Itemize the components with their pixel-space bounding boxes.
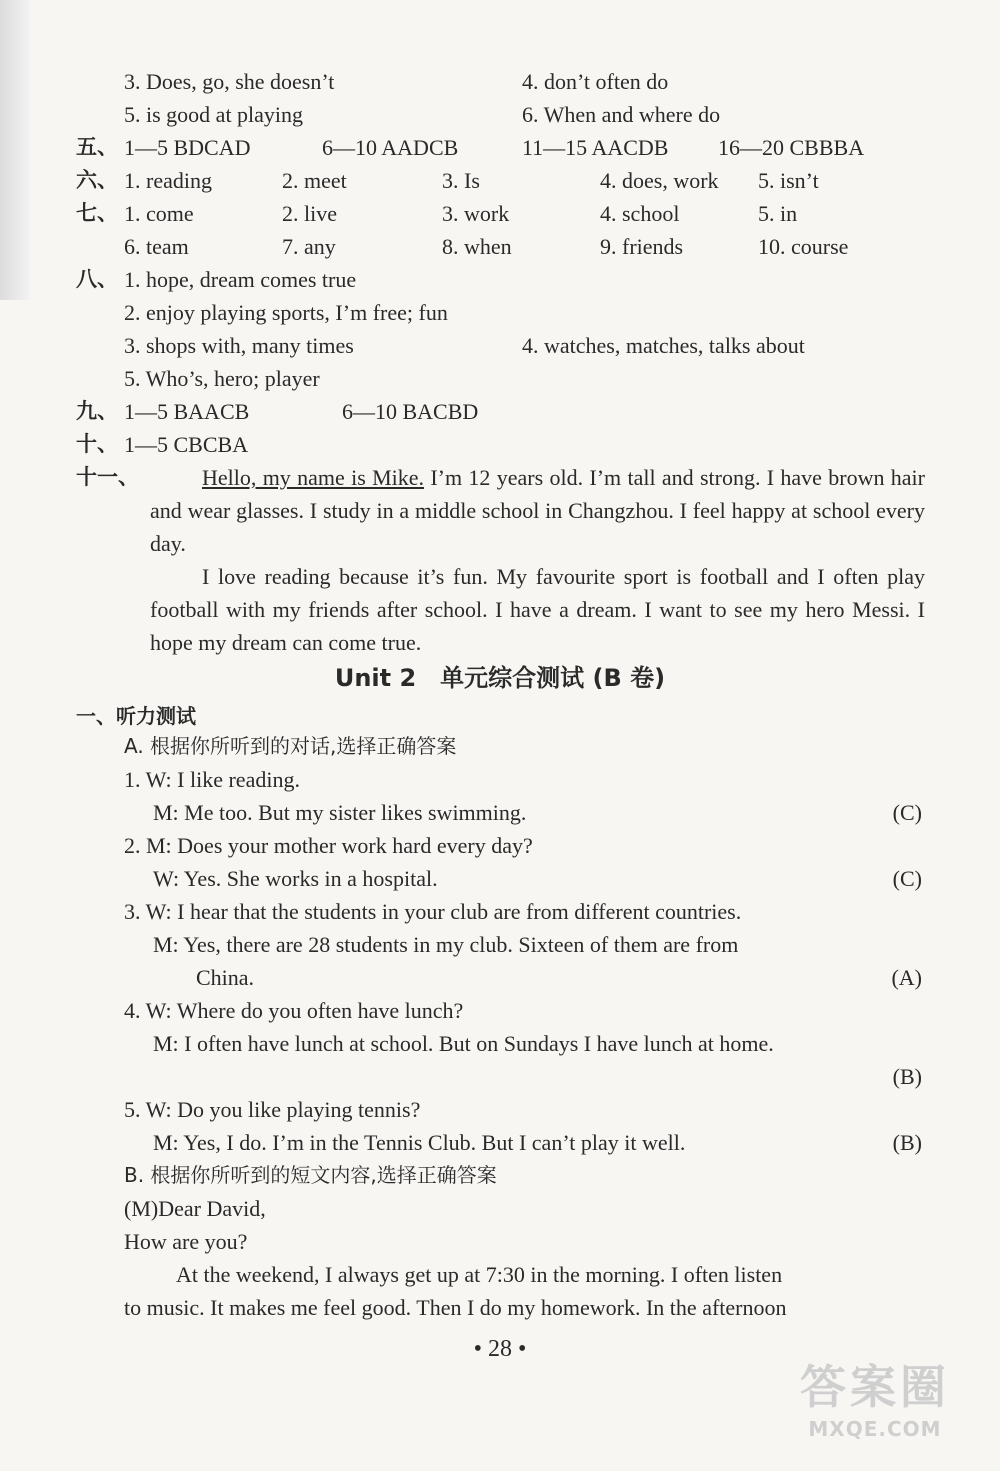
dialogue-line: 5. W: Do you like playing tennis?: [124, 1097, 421, 1122]
section-number: 八、: [76, 267, 118, 291]
dialogue-line: W: Yes. She works in a hospital.: [153, 866, 438, 891]
answer-item: 5. is good at playing: [124, 102, 304, 127]
dialogue-line: 3. W: I hear that the students in your club are from different countries.: [124, 899, 742, 924]
composition-paragraph-1: [150, 461, 925, 560]
letter-text: How are you?: [124, 1229, 248, 1254]
underlined-sentence: Hello, my name is Mike.: [202, 465, 425, 490]
answer-item: 1. reading: [124, 168, 212, 193]
answer-item: 6. team: [124, 234, 189, 259]
q4-line3: [0, 1060, 1000, 1093]
answer-item: 1. hope, dream comes true: [124, 267, 357, 292]
watermark-text: 答案圈: [800, 1360, 950, 1414]
dialogue-line: M: Yes, there are 28 students in my club. Sixteen of them are from: [153, 932, 739, 957]
dialogue-line: M: I often have lunch at school. But on Sundays I have lunch at home.: [153, 1031, 774, 1056]
answer-item: 2. live: [282, 201, 337, 226]
watermark-url: MXQE.COM: [808, 1417, 942, 1441]
answer-choice: (A): [891, 965, 922, 990]
q5-line2: [0, 1126, 1000, 1159]
section-number: 七、: [76, 201, 118, 225]
scan-edge-shadow: [0, 0, 30, 300]
answer-choice: (C): [892, 800, 922, 825]
answer-choice: (B): [892, 1064, 922, 1089]
answer-item: 3. Does, go, she doesn’t: [124, 69, 335, 94]
answer-item: 11—15 AACDB: [522, 135, 669, 160]
dialogue-line: 4. W: Where do you often have lunch?: [124, 998, 464, 1023]
answer-item: 9. friends: [600, 234, 684, 259]
q3-line3: [0, 961, 1000, 994]
answer-item: 1—5 BDCAD: [124, 135, 251, 160]
dialogue-line: 1. W: I like reading.: [124, 767, 300, 792]
answer-item: 1—5 CBCBA: [124, 432, 249, 457]
composition-paragraph-2: I love reading because it’s fun. My favourite sport is football and I often play football with my friends after school. I have a dream. I want to see my hero Messi. I hope my dream can come true.: [150, 564, 925, 655]
answer-item: 10. course: [758, 234, 849, 259]
paragraph-text: I’m 12 years old. I’m tall and strong. I have brown hair and wear glasses. I study in a middle school in Changzhou. I feel happy at school every day.: [150, 465, 925, 556]
answer-choice: (C): [892, 866, 922, 891]
answer-item: 8. when: [442, 234, 512, 259]
answer-item: 3. shops with, many times: [124, 333, 354, 358]
answer-item: 5. in: [758, 201, 798, 226]
answer-item: 4. don’t often do: [522, 69, 669, 94]
answer-item: 6—10 BACBD: [342, 399, 479, 424]
letter-text: to music. It makes me feel good. Then I do my homework. In the afternoon: [124, 1295, 787, 1320]
dialogue-line: M: Me too. But my sister likes swimming.: [153, 800, 527, 825]
letter-text: (M)Dear David,: [124, 1196, 266, 1221]
answer-item: 6. When and where do: [522, 102, 721, 127]
dialogue-line: China.: [196, 965, 255, 990]
section-number: 六、: [76, 168, 118, 192]
dialogue-line: M: Yes, I do. I’m in the Tennis Club. But I can’t play it well.: [153, 1130, 686, 1155]
answer-item: 1—5 BAACB: [124, 399, 250, 424]
answer-item: 7. any: [282, 234, 336, 259]
answer-item: 4. does, work: [600, 168, 719, 193]
unit-title: Unit 2 单元综合测试 (B 卷): [334, 664, 666, 692]
watermark-logo: [770, 1358, 980, 1453]
answer-item: 1. come: [124, 201, 194, 226]
answer-item: 5. Who’s, hero; player: [124, 366, 320, 391]
answer-item: 6—10 AADCB: [322, 135, 459, 160]
section-number: 五、: [76, 135, 118, 159]
answer-item: 3. Is: [442, 168, 480, 193]
q2-line2: [0, 862, 1000, 895]
part-b-heading: B. 根据你所听到的短文内容,选择正确答案: [124, 1163, 497, 1187]
part-a-heading: A. 根据你所听到的对话,选择正确答案: [124, 734, 457, 758]
answer-item: 4. school: [600, 201, 680, 226]
answer-item: 3. work: [442, 201, 510, 226]
section-number: 十一、: [76, 465, 139, 489]
answer-item: 5. isn’t: [758, 168, 819, 193]
answer-choice: (B): [892, 1130, 922, 1155]
answer-item: 2. enjoy playing sports, I’m free; fun: [124, 300, 448, 325]
dialogue-line: 2. M: Does your mother work hard every day?: [124, 833, 533, 858]
section-number: 十、: [76, 432, 118, 456]
q1-line2: [0, 796, 1000, 829]
answer-item: 4. watches, matches, talks about: [522, 333, 805, 358]
page-number: • 28 •: [473, 1336, 527, 1362]
letter-text: At the weekend, I always get up at 7:30 in the morning. I often listen: [176, 1262, 783, 1287]
section-number: 九、: [76, 399, 118, 423]
answer-item: 16—20 CBBBA: [718, 135, 865, 160]
answer-item: 2. meet: [282, 168, 347, 193]
section-heading-listening: 一、听力测试: [76, 704, 196, 728]
